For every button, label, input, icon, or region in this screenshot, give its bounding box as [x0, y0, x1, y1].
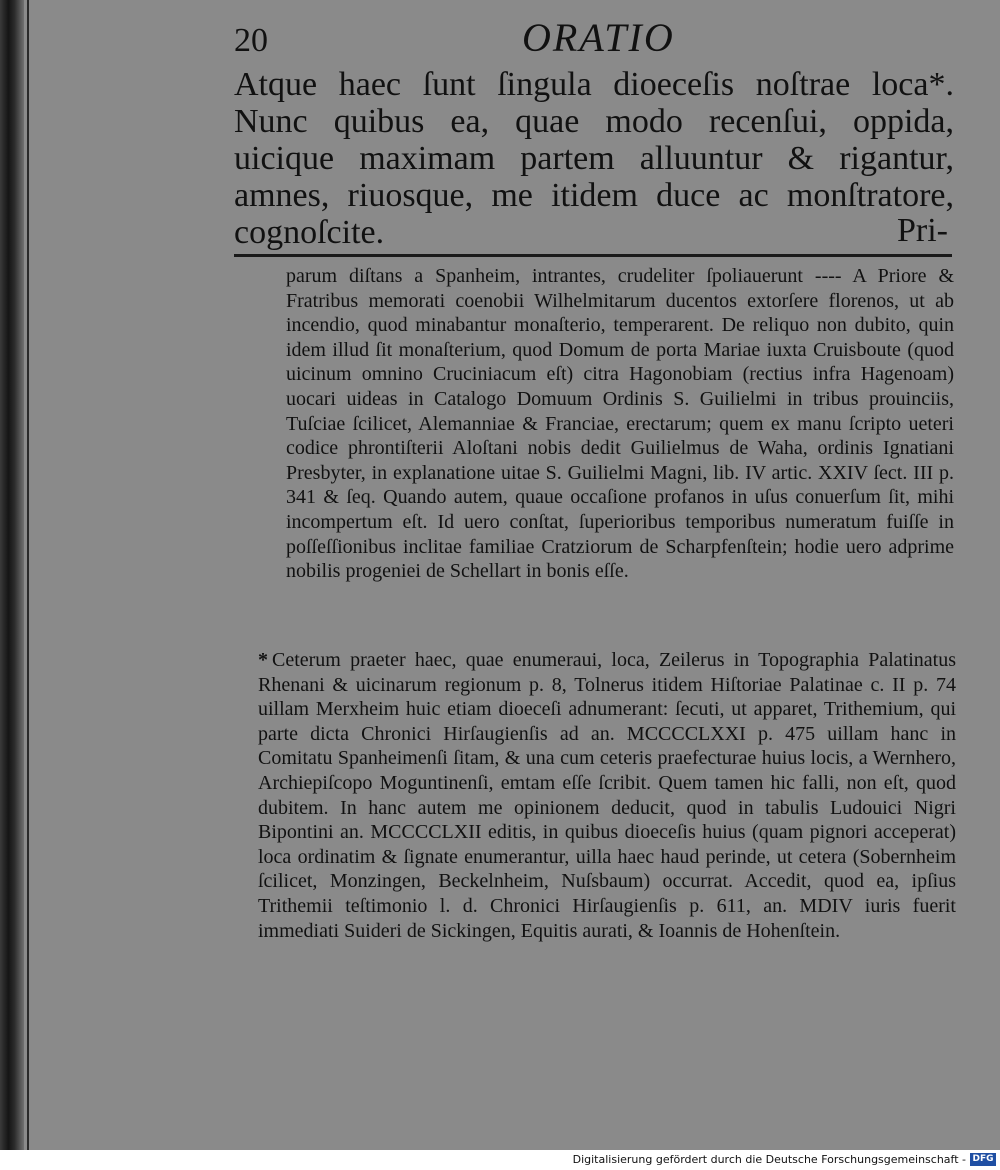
footnote-text: parum diſtans a Spanheim, intrantes, crudeliter ſpoliauerunt ---- A Priore & Fratribus memorati coenobii Wilhelmitarum ducentos extorſere florenos, ut ab incendio, quod minabantur monaſterio, temperarent. De reliquo non dubito, quin idem illud ſit monaſterium, quod Domum de porta Mariae iuxta Cruisboute (quod uicinum omnino Cruciniacum eſt) citra Hagonobiam (rectius infra Hagenoam) uocari uideas in Catalogo Domuum Ordinis S. Guilielmi in tribus prouinciis, Tuſciae ſcilicet, Alemanniae & Franciae, erectarum; quem ex manu ſcripto ueteri codice phrontiſterii Aloſtani nobis dedit Guilielmus de Waha, ordinis Ignatiani Presbyter, in explanatione uitae S. Guilielmi Magni, lib. IV artic. XXIV ſect. III p. 341 & ſeq. Quando autem, quaue occaſione profanos in uſus conuerſum ſit, mihi incompertum eſt. Id uero conſtat, ſuperioribus temporibus numeratum fuiſſe in poſſeſſionibus inclitae familiae Cratziorum de Scharpfenſtein; hodie uero adprime nobilis progeniei de Schellart in bonis eſſe. [286, 265, 954, 583]
catchword: Pri- [897, 212, 948, 249]
running-head: ORATIO [522, 15, 675, 60]
main-paragraph: Atque haec ſunt ſingula dioeceſis noſtrae loca*. Nunc quibus ea, quae modo recenſui, oppida, uicique maximam partem alluuntur & rigantur, amnes, riuosque, me itidem duce ac monſtratore, cognoſcite. [234, 66, 954, 251]
page-number: 20 [234, 22, 268, 59]
margin-line [27, 0, 29, 1150]
footer-bar [0, 1150, 1000, 1170]
footnote-asterisk [258, 648, 956, 943]
book-spine-edge [0, 0, 24, 1150]
digitization-credit: Digitalisierung gefördert durch die Deutsche Forschungsgemeinschaft - [572, 1153, 966, 1166]
footnote-marker: * [258, 649, 268, 671]
dfg-logo: DFG [970, 1153, 996, 1166]
page-header [0, 12, 1000, 62]
footnote-separator-rule [234, 254, 952, 257]
footnote-text: Ceterum praeter haec, quae enumeraui, loca, Zeilerus in Topographia Palatinatus Rhenani & uicinarum regionum p. 8, Tolnerus itidem Hiſtoriae Palatinae c. II p. 74 uillam Merxheim huic etiam dioeceſi adnumerant: ſecuti, ut apparet, Trithemium, qui parte dicta Chronici Hirſaugienſis ad an. MCCCCLXXI p. 475 uillam hanc in Comitatu Spanheimenſi ſitam, & una cum ceteris praefecturae huius locis, a Wernhero, Archiepiſcopo Moguntinenſi, emtam eſſe ſcribit. Quem tamen hic falli, non eſt, quod dubitem. In hanc autem me opinionem deducit, quod in tabulis Ludouici Nigri Bipontini an. MCCCCLXII editis, in quibus dioeceſis huius (quam pignori acceperat) loca ordinatim & ſignate enumerantur, uilla haec haud perinde, ut cetera (Sobernheim ſcilicet, Monzingen, Beckelnheim, Nuſsbaum) occurrat. Accedit, quod ea, ipſius Trithemii teſtimonio l. d. Chronici Hirſaugienſis p. 611, an. MDIV iuris fuerit immediati Suideri de Sickingen, Equitis aurati, & Ioannis de Hohenſtein. [258, 649, 956, 942]
footnote-continuation [286, 264, 954, 584]
